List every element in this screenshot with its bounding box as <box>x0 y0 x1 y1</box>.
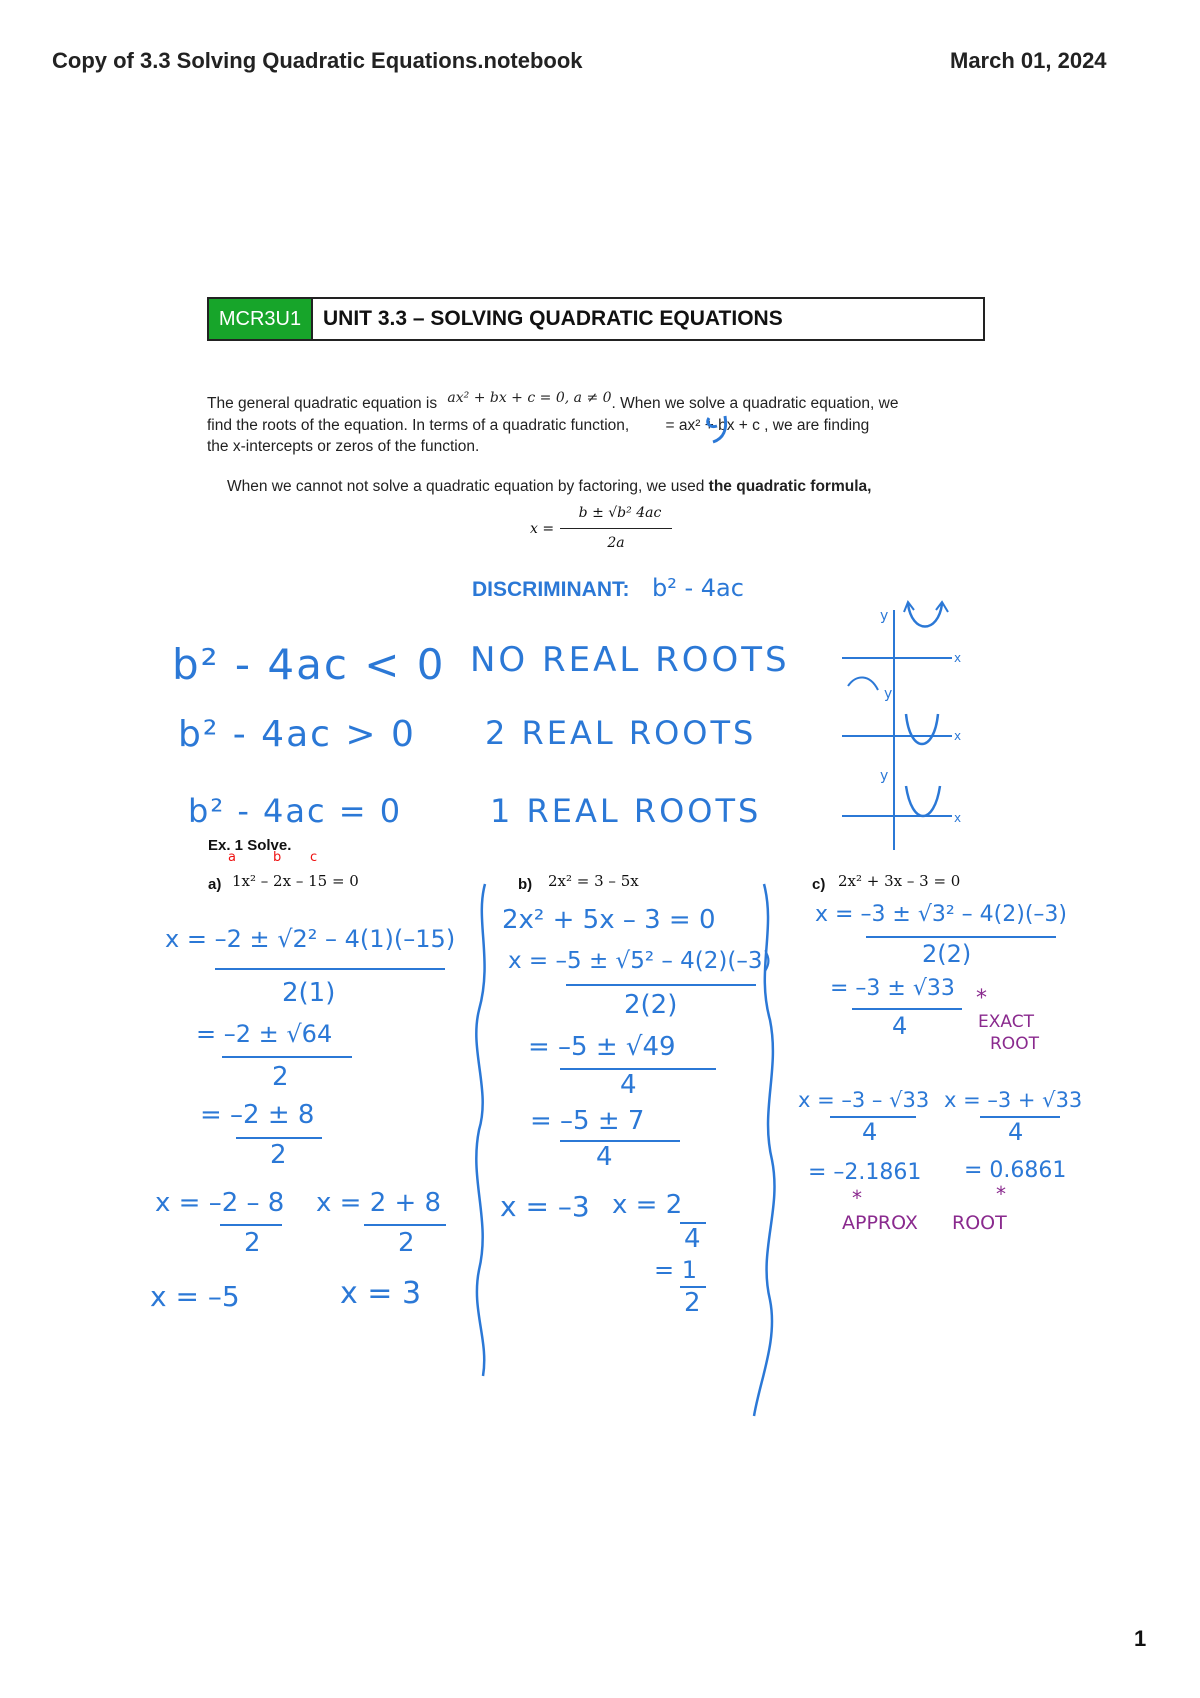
intro-line2-b: = ax² + bx + c , we are finding <box>665 417 870 434</box>
handwritten-y-mark <box>703 410 743 450</box>
divider-brace-left <box>465 880 505 1380</box>
part-c-equation: 2x² + 3x – 3 = 0 <box>838 872 961 890</box>
part-a-step1-num: x = –2 ± √2² – 4(1)(–15) <box>165 925 456 953</box>
part-c-approx1: = –2.1861 <box>808 1160 922 1185</box>
part-b-step2-den: 4 <box>620 1070 637 1100</box>
part-b-answer1: x = –3 <box>500 1190 590 1223</box>
part-c-step2-den: 4 <box>892 1012 908 1040</box>
part-a-step4a-bar <box>220 1224 282 1226</box>
intro-paragraph <box>207 390 997 457</box>
part-b-step1-num: x = –5 ± √5² – 4(2)(–3) <box>508 948 772 974</box>
parabola-sketches <box>830 590 970 850</box>
general-equation: ax² + bx + c = 0, a ≠ 0 <box>447 390 612 406</box>
part-b-tag: b) <box>518 876 533 893</box>
axis-y-label-3: y <box>880 768 889 784</box>
divider-brace-right <box>750 880 790 1420</box>
exact-root-note-b: ROOT <box>990 1034 1039 1054</box>
part-b-step3-num: = –5 ± 7 <box>530 1106 645 1136</box>
unit-title: UNIT 3.3 – SOLVING QUADRATIC EQUATIONS <box>323 307 783 330</box>
axis-x-label-1: x <box>954 651 962 665</box>
part-c-step1-bar <box>866 936 1056 938</box>
case-positive-result: 2 REAL ROOTS <box>485 714 757 752</box>
part-b-step2-bar <box>560 1068 716 1070</box>
formula-lhs: x = <box>530 521 555 537</box>
course-code: MCR3U1 <box>209 299 313 339</box>
discriminant-expr: b² - 4ac <box>652 574 744 602</box>
part-a-step1-den: 2(1) <box>282 978 336 1008</box>
part-b-answer3-den: 2 <box>684 1288 701 1318</box>
approx-root-note-a: APPROX <box>842 1212 918 1234</box>
approx-star-1: * <box>852 1186 862 1210</box>
axis-x-label-3: x <box>954 811 962 825</box>
exact-root-note-a: EXACT <box>978 1012 1034 1032</box>
approx-root-note-b: ROOT <box>952 1212 1007 1234</box>
part-a-step4b-num: x = 2 + 8 <box>316 1188 442 1218</box>
example-label: Ex. 1 Solve. <box>208 837 292 854</box>
approx-star-2: * <box>996 1182 1006 1206</box>
part-a-step3-bar <box>236 1137 322 1139</box>
part-c-step3b-den: 4 <box>1008 1118 1024 1146</box>
part-a-answer2: x = 3 <box>340 1276 422 1311</box>
formula-sentence-a: When we cannot not solve a quadratic equation by factoring, we used <box>227 478 705 495</box>
part-b-answer2-den: 4 <box>684 1224 701 1254</box>
part-a-step4a-num: x = –2 – 8 <box>155 1188 285 1218</box>
formula-denominator: 2a <box>607 535 625 551</box>
intro-line3: the x-intercepts or zeros of the function. <box>207 438 480 455</box>
page-number: 1 <box>1134 1626 1147 1651</box>
part-a-step4b-den: 2 <box>398 1228 415 1258</box>
part-c-step2-num: = –3 ± √33 <box>830 976 955 1001</box>
part-a-step2-den: 2 <box>272 1062 289 1092</box>
notebook-date: March 01, 2024 <box>950 48 1107 73</box>
part-a-tag: a) <box>208 876 222 893</box>
part-a-step1-bar <box>215 968 445 970</box>
part-b-step2-num: = –5 ± √49 <box>528 1032 676 1062</box>
part-a-step4a-den: 2 <box>244 1228 261 1258</box>
intro-line1-a: The general quadratic equation is <box>207 395 438 412</box>
part-b-equation: 2x² = 3 – 5x <box>548 872 639 890</box>
part-b-answer2-num: x = 2 <box>612 1190 683 1220</box>
case-negative-result: NO REAL ROOTS <box>470 640 790 680</box>
intro-line1-b: . When we solve a quadratic equation, we <box>611 395 899 412</box>
part-b-step3-den: 4 <box>596 1142 613 1172</box>
coef-label-c: c <box>310 850 318 865</box>
part-c-step3b-num: x = –3 + √33 <box>944 1088 1083 1112</box>
intro-line2-a: find the roots of the equation. In terms of a quadratic function, <box>207 417 630 434</box>
coef-label-b: b <box>273 850 282 865</box>
part-b-step0: 2x² + 5x – 3 = 0 <box>502 905 716 935</box>
formula-numerator: b ± √b² 4ac <box>578 505 662 521</box>
part-c-step1-den: 2(2) <box>922 940 972 968</box>
formula-sentence <box>227 476 871 497</box>
coef-label-a: a <box>228 850 236 865</box>
part-a-step3-num: = –2 ± 8 <box>200 1100 315 1130</box>
part-a-step2-num: = –2 ± √64 <box>196 1020 333 1048</box>
unit-title-box <box>207 297 985 341</box>
part-a-step4b-bar <box>364 1224 446 1226</box>
part-c-tag: c) <box>812 876 826 893</box>
case-zero-cond: b² - 4ac = 0 <box>188 792 403 830</box>
part-a-step3-den: 2 <box>270 1140 287 1170</box>
part-c-step3a-den: 4 <box>862 1118 878 1146</box>
case-positive-cond: b² - 4ac > 0 <box>178 714 416 755</box>
part-b-answer3-num: = 1 <box>654 1256 698 1284</box>
axis-x-label-2: x <box>954 729 962 743</box>
exact-root-star: * <box>976 986 987 1011</box>
part-c-step3a-num: x = –3 – √33 <box>798 1088 930 1112</box>
part-a-answer1: x = –5 <box>150 1280 240 1313</box>
case-negative-cond: b² - 4ac < 0 <box>172 640 446 689</box>
part-c-approx2: = 0.6861 <box>964 1158 1067 1183</box>
discriminant-label: DISCRIMINANT: <box>472 578 630 601</box>
axis-y-label-2: y <box>884 686 893 702</box>
part-c-step1-num: x = –3 ± √3² – 4(2)(–3) <box>815 902 1068 927</box>
notebook-title: Copy of 3.3 Solving Quadratic Equations.notebook <box>52 48 583 73</box>
case-zero-result: 1 REAL ROOTS <box>490 792 762 830</box>
part-c-step2-bar <box>852 1008 962 1010</box>
part-b-step1-bar <box>566 984 756 986</box>
part-b-step1-den: 2(2) <box>624 990 678 1020</box>
axis-y-label-1: y <box>880 608 889 624</box>
part-b-step3-bar <box>560 1140 680 1142</box>
part-a-equation: 1x² – 2x – 15 = 0 <box>232 872 359 890</box>
formula-fraction-bar <box>560 528 672 529</box>
formula-sentence-b: the quadratic formula, <box>708 478 872 495</box>
part-a-step2-bar <box>222 1056 352 1058</box>
